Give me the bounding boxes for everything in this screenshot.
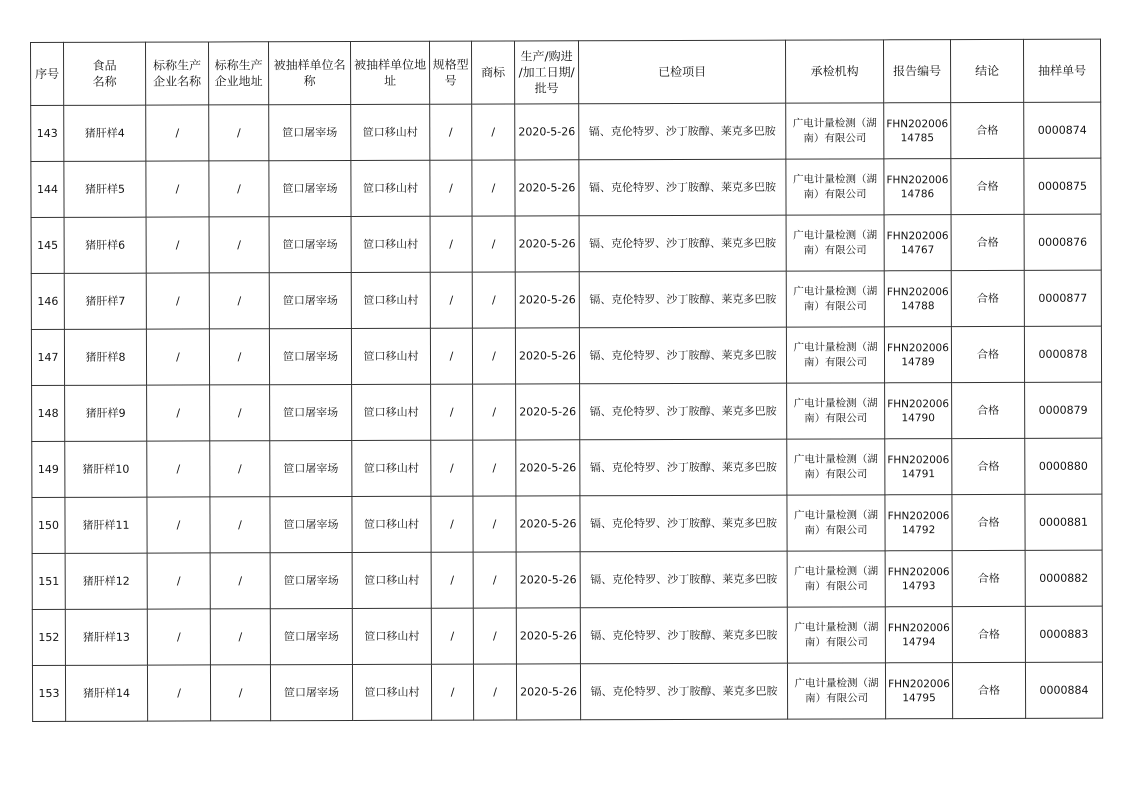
cell-seq: 145: [31, 217, 64, 273]
cell-tested-items: 镉、克伦特罗、沙丁胺醇、莱克多巴胺: [580, 439, 787, 496]
cell-seq: 151: [32, 553, 65, 609]
cell-sampled-unit-address: 笸口移山村: [352, 608, 431, 664]
cell-food-name: 猪肝样12: [65, 553, 147, 609]
table-row: [31, 270, 1101, 329]
cell-seq: 152: [32, 609, 65, 665]
cell-conclusion: 合格: [951, 270, 1024, 326]
header-report-no: 报告编号: [883, 40, 950, 103]
cell-sampled-unit-address: 笸口移山村: [351, 328, 430, 384]
cell-manufacturer: /: [146, 273, 209, 329]
cell-manufacturer: /: [147, 441, 210, 497]
cell-spec: /: [431, 664, 473, 720]
cell-sampled-unit: 笸口屠宰场: [269, 104, 351, 160]
cell-conclusion: 合格: [951, 102, 1024, 158]
cell-sampled-unit-address: 笸口移山村: [352, 440, 431, 496]
cell-conclusion: 合格: [951, 326, 1024, 382]
header-spec: 规格型 号: [429, 41, 471, 104]
cell-sampled-unit-address: 笸口移山村: [352, 384, 431, 440]
cell-brand: /: [473, 496, 516, 552]
cell-sampled-unit: 笸口屠宰场: [269, 328, 351, 384]
cell-testing-org: 广电计量检测（湖南）有限公司: [787, 439, 885, 495]
cell-seq: 149: [32, 441, 65, 497]
cell-sampled-unit: 笸口屠宰场: [270, 608, 352, 664]
cell-sampled-unit-address: 笸口移山村: [352, 496, 431, 552]
cell-sample-no: 0000877: [1024, 270, 1101, 326]
cell-manufacturer: /: [146, 105, 209, 161]
cell-sample-no: 0000882: [1025, 550, 1102, 606]
cell-manufacturer-address: /: [210, 497, 270, 553]
table-row: [31, 326, 1101, 385]
cell-manufacturer-address: /: [210, 609, 270, 665]
cell-spec: /: [430, 104, 472, 160]
cell-tested-items: 镉、克伦特罗、沙丁胺醇、莱克多巴胺: [580, 663, 787, 720]
cell-spec: /: [431, 440, 473, 496]
cell-report-no: FHN20200614767: [884, 215, 951, 271]
cell-manufacturer-address: /: [209, 217, 269, 273]
table-row: [32, 550, 1102, 609]
header-sampled-unit-address: 被抽样单位地 址: [351, 41, 430, 104]
cell-date: 2020-5-26: [516, 384, 580, 440]
cell-report-no: FHN20200614794: [885, 607, 952, 663]
cell-sample-no: 0000875: [1024, 158, 1101, 214]
cell-report-no: FHN20200614792: [885, 495, 952, 551]
cell-spec: /: [430, 328, 472, 384]
cell-manufacturer-address: /: [210, 441, 270, 497]
cell-sample-no: 0000878: [1024, 326, 1101, 382]
cell-brand: /: [473, 552, 516, 608]
cell-tested-items: 镉、克伦特罗、沙丁胺醇、莱克多巴胺: [580, 383, 787, 440]
cell-food-name: 猪肝样6: [64, 217, 146, 273]
cell-brand: /: [473, 608, 516, 664]
cell-manufacturer-address: /: [209, 105, 269, 161]
cell-manufacturer: /: [146, 161, 209, 217]
cell-spec: /: [431, 384, 473, 440]
cell-conclusion: 合格: [952, 494, 1025, 550]
cell-testing-org: 广电计量检测（湖南）有限公司: [786, 215, 884, 271]
cell-date: 2020-5-26: [515, 216, 579, 272]
cell-sampled-unit: 笸口屠宰场: [269, 216, 351, 272]
cell-sample-no: 0000874: [1024, 102, 1101, 158]
cell-tested-items: 镉、克伦特罗、沙丁胺醇、莱克多巴胺: [580, 495, 787, 552]
cell-brand: /: [472, 272, 515, 328]
cell-sampled-unit-address: 笸口移山村: [352, 552, 431, 608]
cell-manufacturer-address: /: [209, 273, 269, 329]
cell-conclusion: 合格: [952, 438, 1025, 494]
cell-food-name: 猪肝样11: [65, 497, 147, 553]
header-tested-items: 已检项目: [578, 40, 785, 104]
cell-sample-no: 0000879: [1025, 382, 1102, 438]
inspection-table: [30, 39, 1103, 722]
cell-seq: 146: [31, 273, 64, 329]
cell-testing-org: 广电计量检测（湖南）有限公司: [787, 551, 885, 607]
cell-report-no: FHN20200614790: [885, 383, 952, 439]
cell-manufacturer-address: /: [209, 161, 269, 217]
cell-testing-org: 广电计量检测（湖南）有限公司: [787, 495, 885, 551]
cell-manufacturer: /: [147, 665, 210, 721]
cell-conclusion: 合格: [952, 662, 1025, 718]
cell-food-name: 猪肝样9: [65, 385, 147, 441]
table-row: [32, 438, 1102, 497]
cell-food-name: 猪肝样7: [64, 273, 146, 329]
cell-sampled-unit: 笸口屠宰场: [270, 440, 352, 496]
cell-sampled-unit-address: 笸口移山村: [351, 272, 430, 328]
cell-food-name: 猪肝样4: [64, 105, 146, 161]
cell-spec: /: [431, 552, 473, 608]
cell-date: 2020-5-26: [516, 496, 580, 552]
cell-manufacturer-address: /: [210, 665, 270, 721]
inspection-results-sheet: [30, 39, 1102, 722]
cell-sampled-unit: 笸口屠宰场: [270, 552, 352, 608]
cell-sampled-unit: 笸口屠宰场: [270, 664, 352, 720]
cell-manufacturer: /: [147, 609, 210, 665]
table-row: [32, 382, 1102, 441]
table-row: [31, 102, 1101, 161]
cell-tested-items: 镉、克伦特罗、沙丁胺醇、莱克多巴胺: [579, 271, 786, 328]
cell-sample-no: 0000883: [1025, 606, 1102, 662]
cell-report-no: FHN20200614791: [885, 439, 952, 495]
cell-brand: /: [473, 664, 516, 720]
cell-tested-items: 镉、克伦特罗、沙丁胺醇、莱克多巴胺: [579, 103, 786, 160]
cell-sampled-unit-address: 笸口移山村: [352, 664, 431, 720]
cell-brand: /: [472, 104, 515, 160]
header-manufacturer-address: 标称生产 企业地址: [209, 42, 269, 105]
cell-sampled-unit-address: 笸口移山村: [351, 216, 430, 272]
cell-seq: 148: [32, 385, 65, 441]
cell-seq: 144: [31, 161, 64, 217]
cell-conclusion: 合格: [952, 550, 1025, 606]
cell-food-name: 猪肝样8: [64, 329, 146, 385]
cell-report-no: FHN20200614793: [885, 551, 952, 607]
cell-tested-items: 镉、克伦特罗、沙丁胺醇、莱克多巴胺: [579, 327, 786, 384]
table-row: [32, 494, 1102, 553]
cell-date: 2020-5-26: [515, 104, 579, 160]
cell-conclusion: 合格: [952, 606, 1025, 662]
cell-date: 2020-5-26: [515, 272, 579, 328]
cell-manufacturer: /: [147, 385, 210, 441]
cell-brand: /: [473, 384, 516, 440]
header-sample-no: 抽样单号: [1023, 39, 1100, 102]
cell-spec: /: [431, 496, 473, 552]
cell-spec: /: [430, 272, 472, 328]
cell-date: 2020-5-26: [515, 328, 579, 384]
cell-manufacturer-address: /: [209, 329, 269, 385]
cell-testing-org: 广电计量检测（湖南）有限公司: [786, 159, 884, 215]
cell-brand: /: [472, 328, 515, 384]
cell-food-name: 猪肝样10: [65, 441, 147, 497]
cell-brand: /: [472, 216, 515, 272]
cell-manufacturer: /: [146, 217, 209, 273]
cell-food-name: 猪肝样5: [64, 161, 146, 217]
cell-conclusion: 合格: [952, 382, 1025, 438]
cell-seq: 143: [31, 105, 64, 161]
cell-manufacturer: /: [147, 553, 210, 609]
table-row: [31, 158, 1101, 217]
cell-tested-items: 镉、克伦特罗、沙丁胺醇、莱克多巴胺: [580, 551, 787, 608]
header-date: 生产/购进 /加工日期/ 批号: [514, 41, 578, 104]
cell-report-no: FHN20200614789: [884, 327, 951, 383]
cell-sampled-unit-address: 笸口移山村: [351, 160, 430, 216]
cell-sampled-unit: 笸口屠宰场: [270, 496, 352, 552]
cell-seq: 147: [31, 329, 64, 385]
cell-report-no: FHN20200614788: [884, 271, 951, 327]
cell-sample-no: 0000880: [1025, 438, 1102, 494]
table-row: [32, 662, 1102, 721]
header-food-name: 食品 名称: [64, 42, 146, 105]
cell-conclusion: 合格: [951, 158, 1024, 214]
cell-sampled-unit-address: 笸口移山村: [351, 104, 430, 160]
cell-report-no: FHN20200614786: [884, 159, 951, 215]
cell-food-name: 猪肝样13: [65, 609, 147, 665]
table-row: [32, 606, 1102, 665]
cell-spec: /: [430, 160, 472, 216]
cell-sampled-unit: 笸口屠宰场: [269, 160, 351, 216]
cell-seq: 153: [32, 665, 65, 721]
cell-sample-no: 0000876: [1024, 214, 1101, 270]
cell-seq: 150: [32, 497, 65, 553]
cell-date: 2020-5-26: [516, 552, 580, 608]
cell-brand: /: [473, 440, 516, 496]
cell-manufacturer: /: [147, 497, 210, 553]
header-testing-org: 承检机构: [785, 40, 883, 103]
cell-conclusion: 合格: [951, 214, 1024, 270]
cell-manufacturer: /: [146, 329, 209, 385]
cell-testing-org: 广电计量检测（湖南）有限公司: [786, 103, 884, 159]
cell-tested-items: 镉、克伦特罗、沙丁胺醇、莱克多巴胺: [579, 215, 786, 272]
cell-sampled-unit: 笸口屠宰场: [269, 272, 351, 328]
cell-date: 2020-5-26: [515, 160, 579, 216]
cell-spec: /: [430, 216, 472, 272]
table-row: [31, 214, 1101, 273]
cell-sampled-unit: 笸口屠宰场: [270, 384, 352, 440]
header-brand: 商标: [471, 41, 514, 104]
table-header-row: [31, 39, 1101, 105]
cell-testing-org: 广电计量检测（湖南）有限公司: [786, 271, 884, 327]
header-manufacturer: 标称生产 企业名称: [146, 42, 209, 105]
cell-date: 2020-5-26: [516, 664, 580, 720]
header-seq: 序号: [31, 42, 64, 105]
header-sampled-unit: 被抽样单位名 称: [269, 41, 351, 104]
cell-testing-org: 广电计量检测（湖南）有限公司: [787, 607, 885, 663]
cell-testing-org: 广电计量检测（湖南）有限公司: [786, 327, 884, 383]
cell-tested-items: 镉、克伦特罗、沙丁胺醇、莱克多巴胺: [580, 607, 787, 664]
cell-tested-items: 镉、克伦特罗、沙丁胺醇、莱克多巴胺: [579, 159, 786, 216]
cell-date: 2020-5-26: [516, 440, 580, 496]
cell-report-no: FHN20200614795: [885, 663, 952, 719]
cell-report-no: FHN20200614785: [884, 103, 951, 159]
header-conclusion: 结论: [950, 39, 1023, 102]
cell-date: 2020-5-26: [516, 608, 580, 664]
cell-sample-no: 0000881: [1025, 494, 1102, 550]
cell-food-name: 猪肝样14: [65, 665, 147, 721]
cell-testing-org: 广电计量检测（湖南）有限公司: [787, 663, 885, 719]
cell-manufacturer-address: /: [210, 553, 270, 609]
cell-manufacturer-address: /: [210, 385, 270, 441]
cell-brand: /: [472, 160, 515, 216]
cell-spec: /: [431, 608, 473, 664]
cell-testing-org: 广电计量检测（湖南）有限公司: [787, 383, 885, 439]
cell-sample-no: 0000884: [1025, 662, 1102, 718]
